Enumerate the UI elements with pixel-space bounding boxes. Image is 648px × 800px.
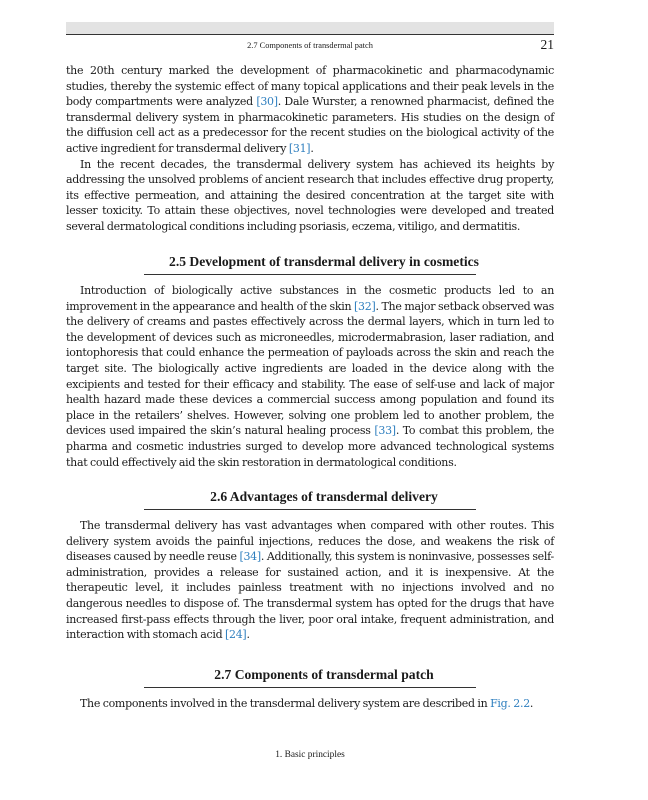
section-2-5-text	[66, 283, 554, 470]
section-heading-2-5: 2.5 Development of transdermal delivery in cosmetics	[169, 254, 479, 269]
text-run: The transdermal delivery has vast advantages when compared with other routes. This delivery system avoids the painful injections, reduces the dose, and weakens the risk of diseases caused by needle reuse	[66, 519, 554, 564]
text-run: .	[529, 697, 534, 710]
section-2-6-paragraph	[66, 518, 554, 643]
citation-link[interactable]: [24]	[224, 628, 247, 642]
section-heading-2-6: 2.6 Advantages of transdermal delivery	[210, 489, 438, 504]
figure-link[interactable]: Fig. 2.2	[490, 697, 530, 710]
page-footer: 1. Basic principles	[275, 750, 345, 760]
citation-link[interactable]: [31]	[288, 141, 311, 155]
text-run: the 20th century marked the development of pharmacokinetic and pharmacodynamic studies, thereby the systemic effect of many topical applications and their peak levels in the body compartments were analyzed	[66, 64, 554, 109]
text-run: The components involved in the transdermal delivery system are described in	[80, 697, 491, 710]
running-head: 2.7 Components of transdermal patch	[247, 41, 373, 50]
text-run: . Dale Wurster, a renowned pharmacist, defined the transdermal delivery system in pharmacokinetic parameters. His studies on the design of the diffusion cell act as a predecessor for the recent studies on the biological activity of the active ingredient for transdermal delivery	[66, 95, 554, 155]
header-rule	[66, 34, 554, 35]
section-heading-rule	[144, 509, 476, 510]
text-run: . The major setback observed was the delivery of creams and pastes effectively across the dermal layers, which in turn led to the development of devices such as microneedles, microdermabrasion, laser radiation, and iontophoresis that could enhance the permeation of payloads across the skin and reach the target site. The biologically active ingredients are loaded in the device along with the excipients and tested for their efficacy and stability. The ease of self-use and lack of major health hazard made these devices a commercial success among population and found its place in the retailers’ shelves. However, solving one problem led to another problem, the devices used impaired the skin’s natural healing process	[66, 299, 554, 438]
page-number: 21	[540, 37, 554, 52]
citation-link[interactable]: [30]	[256, 95, 278, 109]
section-2-7-text	[66, 696, 554, 712]
header-bar	[66, 22, 554, 34]
section-heading-rule	[144, 274, 476, 275]
text-run: .	[310, 141, 314, 155]
text-run: . Additionally, this system is noninvasive, possesses self-administration, provides a release for sustained action, and it is inexpensive. At the therapeutic level, it includes painless treatment with no injections involved and no dangerous needles to dispose of. The transdermal system has opted for the drugs that have increased first-pass effects through the liver, poor oral intake, frequent administration, and interaction with stomach acid	[66, 550, 554, 642]
section-2-7-paragraph	[66, 696, 554, 712]
intro-paragraph-2: In the recent decades, the transdermal delivery system has achieved its heights by addressing the unsolved problems of ancient research that includes effective drug property, its effective permeation, and attaining the desired concentration at the target site with lesser toxicity. To attain these objectives, novel technologies were developed and treated several dermatological conditions including psoriasis, eczema, vitiligo, and dermatitis.	[66, 157, 554, 233]
citation-link[interactable]: [34]	[239, 550, 261, 564]
text-run: . To combat this problem, the pharma and cosmetic industries surged to develop more advanced technological systems that could effectively aid the skin restoration in dermatological conditions.	[66, 424, 554, 469]
text-run: Introduction of biologically active substances in the cosmetic products led to an improvement in the appearance and health of the skin	[66, 284, 554, 313]
text-run: .	[246, 628, 250, 642]
citation-link[interactable]: [32]	[354, 299, 376, 313]
section-2-6-text	[66, 518, 554, 643]
section-heading-2-7: 2.7 Components of transdermal patch	[214, 667, 434, 682]
section-2-5-paragraph	[66, 283, 554, 470]
citation-link[interactable]: [33]	[374, 424, 396, 438]
intro-paragraph-1	[66, 63, 554, 157]
section-heading-rule	[144, 687, 476, 688]
intro-text	[66, 63, 554, 235]
